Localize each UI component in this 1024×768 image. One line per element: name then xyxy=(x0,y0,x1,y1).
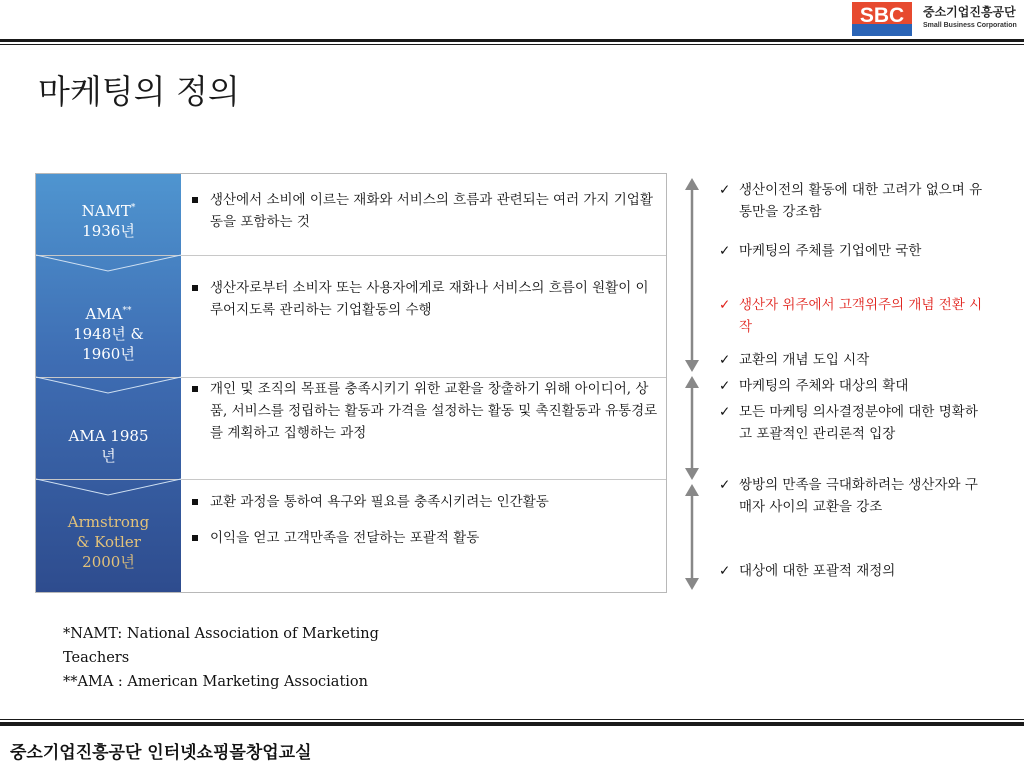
period-label-line: & Kotler xyxy=(76,533,141,551)
note-text: 쌍방의 만족을 극대화하려는 생산자와 구매자 사이의 교환을 강조 xyxy=(739,477,978,515)
bullet-square-icon xyxy=(192,535,198,541)
definition-table xyxy=(35,173,667,593)
period-label-ama-1948 xyxy=(36,301,181,364)
check-icon: ✓ xyxy=(719,297,731,313)
definition-bullet xyxy=(188,378,658,444)
double-arrow-icon xyxy=(685,484,699,590)
chevron-divider xyxy=(36,254,181,272)
note-item xyxy=(719,240,985,262)
definition-cell xyxy=(188,277,658,321)
definition-text: 생산에서 소비에 이르는 재화와 서비스의 흐름과 관련되는 여러 가지 기업활동을 포함하는 것 xyxy=(210,192,653,230)
period-label-line: AMA** xyxy=(85,305,132,323)
check-icon: ✓ xyxy=(719,563,731,579)
footnotes xyxy=(63,622,379,694)
footnote-line: **AMA : American Marketing Association xyxy=(63,674,368,690)
note-item xyxy=(719,474,985,518)
definition-bullet xyxy=(188,527,658,549)
note-text: 생산이전의 활동에 대한 고려가 없으며 유통만을 강조함 xyxy=(739,182,983,220)
footer-rule-thin xyxy=(0,719,1024,720)
header-rule-thin xyxy=(0,44,1024,45)
bullet-square-icon xyxy=(192,197,198,203)
bullet-square-icon xyxy=(192,285,198,291)
footnote-marker: ** xyxy=(122,306,132,316)
footnote-line: Teachers xyxy=(63,650,130,666)
bullet-square-icon xyxy=(192,499,198,505)
period-label-line: AMA 1985 xyxy=(68,427,149,445)
definition-cell xyxy=(188,189,658,233)
sbc-logo xyxy=(852,0,1024,38)
check-icon: ✓ xyxy=(719,243,731,259)
check-icon: ✓ xyxy=(719,404,731,420)
period-label-namt xyxy=(36,198,181,241)
double-arrow-icon xyxy=(685,178,699,372)
note-text: 생산자 위주에서 고객위주의 개념 전환 시작 xyxy=(739,297,983,335)
note-item xyxy=(719,401,985,445)
header-rule xyxy=(0,39,1024,42)
note-item xyxy=(719,349,985,371)
note-text: 대상에 대한 포괄적 재정의 xyxy=(739,563,896,579)
range-arrows xyxy=(682,178,702,592)
logo-mark xyxy=(852,2,912,36)
logo-name-en: Small Business Corporation xyxy=(923,22,1017,29)
footnote-marker: * xyxy=(130,203,136,213)
note-text: 교환의 개념 도입 시작 xyxy=(739,352,870,368)
logo-mark-text: SBC xyxy=(859,4,905,27)
period-label-line: Armstrong xyxy=(67,513,150,531)
footer-rule xyxy=(0,722,1024,726)
period-label-armstrong-kotler xyxy=(36,512,181,572)
definition-bullet xyxy=(188,491,658,513)
period-label-line: 1936년 xyxy=(82,222,135,240)
footnote-line: *NAMT: National Association of Marketing xyxy=(63,626,379,642)
check-icon: ✓ xyxy=(719,378,731,394)
period-label-line: 2000년 xyxy=(82,553,135,571)
period-label-line: 1948년 & xyxy=(73,325,144,343)
definition-cell xyxy=(188,378,658,444)
chevron-divider xyxy=(36,478,181,496)
footer-text: 중소기업진흥공단 인터넷쇼핑몰창업교실 xyxy=(10,743,312,763)
double-arrow-icon xyxy=(685,376,699,480)
definition-bullet xyxy=(188,277,658,321)
period-label-line: NAMT* xyxy=(81,202,136,220)
logo-name-kr: 중소기업진흥공단 xyxy=(923,5,1016,19)
page-title: 마케팅의 정의 xyxy=(38,72,240,111)
definition-text: 생산자로부터 소비자 또는 사용자에게로 재화나 서비스의 흐름이 원활이 이루어지도록 관리하는 기업활동의 수행 xyxy=(210,280,649,318)
note-text: 마케팅의 주체와 대상의 확대 xyxy=(739,378,909,394)
note-item xyxy=(719,375,985,397)
bullet-square-icon xyxy=(192,386,198,392)
note-text: 모든 마케팅 의사결정분야에 대한 명확하고 포괄적인 관리론적 입장 xyxy=(739,404,978,442)
note-item xyxy=(719,179,985,223)
note-item xyxy=(719,560,985,582)
check-icon: ✓ xyxy=(719,352,731,368)
check-icon: ✓ xyxy=(719,182,731,198)
definition-text: 개인 및 조직의 목표를 충족시키기 위한 교환을 창출하기 위해 아이디어, 상품, 서비스를 정립하는 활동과 가격을 설정하는 활동 및 촉진활동과 유통경로를 계획하고 집행하는 과정 xyxy=(210,381,658,441)
period-label-line: 1960년 xyxy=(82,345,135,363)
chevron-divider xyxy=(36,376,181,394)
definition-bullet xyxy=(188,189,658,233)
definition-cell xyxy=(188,491,658,549)
note-item-highlight xyxy=(719,294,985,338)
period-label-line: 년 xyxy=(101,447,116,465)
check-icon: ✓ xyxy=(719,477,731,493)
definition-text: 교환 과정을 통하여 욕구와 필요를 충족시키려는 인간활동 xyxy=(210,494,549,510)
note-text: 마케팅의 주체를 기업에만 국한 xyxy=(739,243,922,259)
definition-text: 이익을 얻고 고객만족을 전달하는 포괄적 활동 xyxy=(210,530,480,546)
period-label-ama-1985 xyxy=(36,426,181,466)
